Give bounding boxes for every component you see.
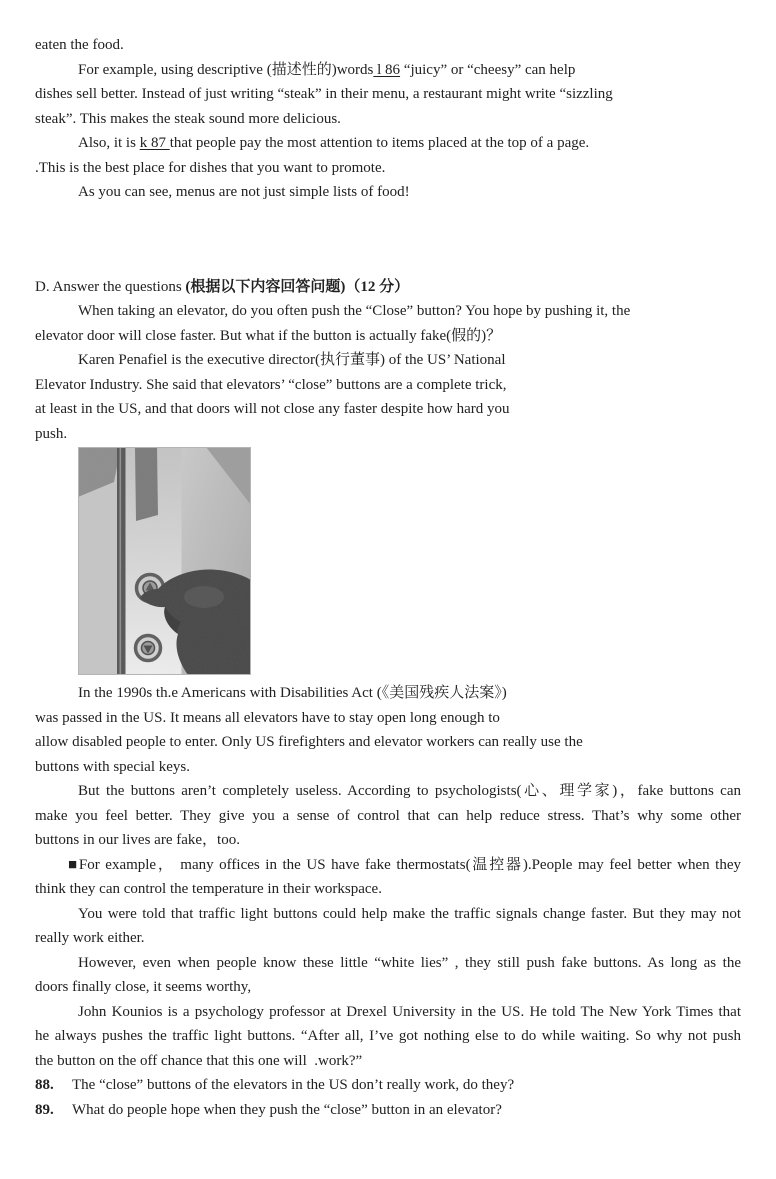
question-text: What do people hope when they push the “close” button in an elevator? xyxy=(72,1101,502,1118)
passage-line: John Kounios is a psychology professor at Drexel University in the US. He told The New York Times that xyxy=(78,1003,741,1020)
blank-underline-87: k 87 xyxy=(139,135,170,151)
passage-line: steak”. This makes the steak sound more delicious. xyxy=(35,110,341,127)
question-text: The “close” buttons of the elevators in the US don’t really work, do they? xyxy=(72,1077,515,1093)
blank-underline-86: l 86 xyxy=(373,61,401,78)
passage-line: doors finally close, it seems worthy, xyxy=(35,979,252,995)
passage-line: ■For example， many offices in the US have fake thermostats(温控器).People may feel better when they xyxy=(68,856,741,873)
section-heading xyxy=(35,275,741,300)
passage-line: was passed in the US. It means all elevators have to stay open long enough to xyxy=(35,709,500,726)
question-item xyxy=(35,1098,741,1123)
passage-line: Karen Penafiel is the executive director(执行董事) of the US’ National xyxy=(78,352,506,368)
question-number: 89. xyxy=(35,1101,54,1118)
passage-line: the button on the off chance that this one will .work?” xyxy=(35,1052,363,1069)
passage-line: As you can see, menus are not just simple lists of food! xyxy=(78,184,410,200)
passage-line: However, even when people know these little “white lies” , they still push fake buttons. As long as the xyxy=(78,954,741,971)
passage-text: “juicy” or “cheesy” can help xyxy=(400,61,576,78)
section-heading-zh: (根据以下内容回答问题)（12 分） xyxy=(185,278,410,295)
passage-line: buttons in our lives are fake，too. xyxy=(35,832,240,848)
question-item xyxy=(35,1073,741,1098)
passage-line: eaten the food. xyxy=(35,37,124,53)
passage-line: push. xyxy=(35,425,68,442)
passage-line: buttons with special keys. xyxy=(35,758,190,775)
passage-line: really work either. xyxy=(35,930,145,946)
passage-line xyxy=(35,58,741,83)
passage-line: But the buttons aren’t completely useless. According to psychologists(心、理学家)，fake buttons can xyxy=(78,783,741,799)
passage-text: Also, it is xyxy=(78,135,140,151)
passage-line: think they can control the temperature in their workspace. xyxy=(35,881,382,897)
passage-line: You were told that traffic light buttons could help make the traffic signals change faster. But they may not xyxy=(78,905,741,922)
passage-line: dishes sell better. Instead of just writing “steak” in their menu, a restaurant might write “sizzling xyxy=(35,86,613,102)
passage-line: allow disabled people to enter. Only US firefighters and elevator workers can really use the xyxy=(35,734,583,750)
passage-line: In the 1990s th.e Americans with Disabilities Act (《美国残疾人法案》) xyxy=(78,685,507,701)
passage-text: that people pay the most attention to items placed at the top of a page. xyxy=(169,135,590,151)
elevator-photo xyxy=(78,447,251,675)
passage-line xyxy=(35,131,741,156)
question-number: 88. xyxy=(35,1077,54,1093)
elevator-photo-graphic xyxy=(78,447,251,675)
passage-line: he always pushes the traffic light buttons. “After all, I’ve got nothing else to do while waiting. So why not push xyxy=(35,1028,741,1044)
passage-text: For example, using descriptive (描述性的)words xyxy=(78,61,374,78)
passage-line: make you feel better. They give you a sense of control that can help reduce stress. That’s why some other xyxy=(35,807,741,824)
passage-line: elevator door will close faster. But what if the button is actually fake(假的)？ xyxy=(35,327,502,344)
passage-line: .This is the best place for dishes that you want to promote. xyxy=(35,159,386,176)
passage-line: Elevator Industry. She said that elevators’ “close” buttons are a complete trick, xyxy=(35,376,507,393)
passage-line: at least in the US, and that doors will not close any faster despite how hard you xyxy=(35,401,510,417)
section-heading-en: D. Answer the questions xyxy=(35,278,186,295)
passage-line: When taking an elevator, do you often push the “Close” button? You hope by pushing it, the xyxy=(78,303,631,319)
